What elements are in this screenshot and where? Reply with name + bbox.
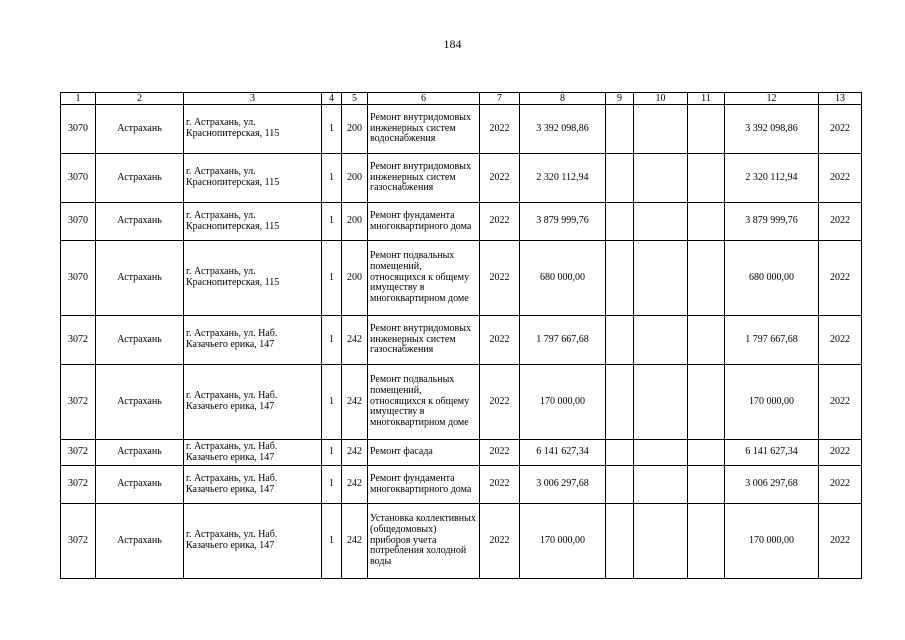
work-type-cell: Ремонт внутридомовых инженерных систем газоснабжения <box>368 154 480 203</box>
col10-cell <box>634 440 688 466</box>
col11-cell <box>688 203 725 241</box>
municipality-cell: Астрахань <box>96 105 184 154</box>
col5-cell: 200 <box>342 105 368 154</box>
col4-cell: 1 <box>322 365 342 440</box>
address-cell: г. Астрахань, ул. Наб. Казачьего ерика, 147 <box>184 365 322 440</box>
header-cell-10: 10 <box>634 93 688 105</box>
col4-cell: 1 <box>322 504 342 579</box>
column-number-header-row <box>61 93 862 105</box>
col10-cell <box>634 241 688 316</box>
address-cell: г. Астрахань, ул. Наб. Казачьего ерика, 147 <box>184 440 322 466</box>
header-cell-8: 8 <box>520 93 606 105</box>
col9-cell <box>606 241 634 316</box>
total-cost-cell: 680 000,00 <box>520 241 606 316</box>
header-cell-2: 2 <box>96 93 184 105</box>
table-row <box>61 154 862 203</box>
col4-cell: 1 <box>322 203 342 241</box>
end-year-cell: 2022 <box>819 154 862 203</box>
work-type-cell: Ремонт подвальных помещений, относящихся к общему имуществу в многоквартирном доме <box>368 241 480 316</box>
table-row <box>61 365 862 440</box>
cost-cell: 1 797 667,68 <box>725 316 819 365</box>
col9-cell <box>606 504 634 579</box>
record-id-cell: 3070 <box>61 154 96 203</box>
municipality-cell: Астрахань <box>96 440 184 466</box>
col10-cell <box>634 316 688 365</box>
address-cell: г. Астрахань, ул. Наб. Казачьего ерика, 147 <box>184 466 322 504</box>
year-cell: 2022 <box>480 504 520 579</box>
cost-cell: 2 320 112,94 <box>725 154 819 203</box>
work-type-cell: Установка коллективных (общедомовых) приборов учета потребления холодной воды <box>368 504 480 579</box>
col5-cell: 242 <box>342 440 368 466</box>
record-id-cell: 3070 <box>61 105 96 154</box>
address-cell: г. Астрахань, ул. Наб. Казачьего ерика, 147 <box>184 316 322 365</box>
year-cell: 2022 <box>480 466 520 504</box>
col10-cell <box>634 504 688 579</box>
record-id-cell: 3070 <box>61 203 96 241</box>
col9-cell <box>606 365 634 440</box>
municipality-cell: Астрахань <box>96 365 184 440</box>
year-cell: 2022 <box>480 203 520 241</box>
address-cell: г. Астрахань, ул. Краснопитерская, 115 <box>184 241 322 316</box>
col11-cell <box>688 154 725 203</box>
col5-cell: 200 <box>342 241 368 316</box>
end-year-cell: 2022 <box>819 365 862 440</box>
col5-cell: 242 <box>342 504 368 579</box>
header-cell-1: 1 <box>61 93 96 105</box>
address-cell: г. Астрахань, ул. Краснопитерская, 115 <box>184 154 322 203</box>
col4-cell: 1 <box>322 154 342 203</box>
municipality-cell: Астрахань <box>96 241 184 316</box>
total-cost-cell: 3 006 297,68 <box>520 466 606 504</box>
end-year-cell: 2022 <box>819 316 862 365</box>
col11-cell <box>688 316 725 365</box>
address-cell: г. Астрахань, ул. Наб. Казачьего ерика, 147 <box>184 504 322 579</box>
col11-cell <box>688 504 725 579</box>
table-row <box>61 105 862 154</box>
cost-cell: 680 000,00 <box>725 241 819 316</box>
table-row <box>61 466 862 504</box>
year-cell: 2022 <box>480 316 520 365</box>
cost-cell: 3 879 999,76 <box>725 203 819 241</box>
total-cost-cell: 2 320 112,94 <box>520 154 606 203</box>
year-cell: 2022 <box>480 105 520 154</box>
table-row <box>61 241 862 316</box>
header-cell-4: 4 <box>322 93 342 105</box>
header-cell-12: 12 <box>725 93 819 105</box>
col5-cell: 200 <box>342 203 368 241</box>
end-year-cell: 2022 <box>819 466 862 504</box>
table-row <box>61 316 862 365</box>
table-row <box>61 440 862 466</box>
municipality-cell: Астрахань <box>96 316 184 365</box>
col9-cell <box>606 466 634 504</box>
cost-cell: 6 141 627,34 <box>725 440 819 466</box>
col4-cell: 1 <box>322 316 342 365</box>
record-id-cell: 3072 <box>61 365 96 440</box>
col4-cell: 1 <box>322 466 342 504</box>
work-type-cell: Ремонт подвальных помещений, относящихся к общему имуществу в многоквартирном доме <box>368 365 480 440</box>
year-cell: 2022 <box>480 440 520 466</box>
col11-cell <box>688 365 725 440</box>
col5-cell: 242 <box>342 365 368 440</box>
col10-cell <box>634 466 688 504</box>
header-cell-13: 13 <box>819 93 862 105</box>
header-cell-11: 11 <box>688 93 725 105</box>
work-type-cell: Ремонт фундамента многоквартирного дома <box>368 203 480 241</box>
end-year-cell: 2022 <box>819 504 862 579</box>
table-row <box>61 504 862 579</box>
table-row <box>61 203 862 241</box>
col9-cell <box>606 440 634 466</box>
year-cell: 2022 <box>480 365 520 440</box>
col10-cell <box>634 154 688 203</box>
municipality-cell: Астрахань <box>96 203 184 241</box>
total-cost-cell: 170 000,00 <box>520 365 606 440</box>
header-cell-6: 6 <box>368 93 480 105</box>
total-cost-cell: 1 797 667,68 <box>520 316 606 365</box>
end-year-cell: 2022 <box>819 105 862 154</box>
cost-cell: 170 000,00 <box>725 365 819 440</box>
year-cell: 2022 <box>480 154 520 203</box>
end-year-cell: 2022 <box>819 203 862 241</box>
end-year-cell: 2022 <box>819 440 862 466</box>
page-number: 184 <box>443 37 462 51</box>
col9-cell <box>606 203 634 241</box>
col5-cell: 200 <box>342 154 368 203</box>
total-cost-cell: 170 000,00 <box>520 504 606 579</box>
col4-cell: 1 <box>322 105 342 154</box>
col10-cell <box>634 105 688 154</box>
record-id-cell: 3072 <box>61 440 96 466</box>
year-cell: 2022 <box>480 241 520 316</box>
record-id-cell: 3072 <box>61 316 96 365</box>
header-cell-3: 3 <box>184 93 322 105</box>
record-id-cell: 3072 <box>61 466 96 504</box>
col10-cell <box>634 203 688 241</box>
header-cell-7: 7 <box>480 93 520 105</box>
table-body <box>61 93 862 579</box>
total-cost-cell: 6 141 627,34 <box>520 440 606 466</box>
col5-cell: 242 <box>342 316 368 365</box>
col9-cell <box>606 154 634 203</box>
address-cell: г. Астрахань, ул. Краснопитерская, 115 <box>184 105 322 154</box>
total-cost-cell: 3 392 098,86 <box>520 105 606 154</box>
header-cell-5: 5 <box>342 93 368 105</box>
col5-cell: 242 <box>342 466 368 504</box>
record-id-cell: 3072 <box>61 504 96 579</box>
col4-cell: 1 <box>322 440 342 466</box>
register-table <box>60 92 862 579</box>
col9-cell <box>606 105 634 154</box>
cost-cell: 170 000,00 <box>725 504 819 579</box>
col9-cell <box>606 316 634 365</box>
record-id-cell: 3070 <box>61 241 96 316</box>
header-cell-9: 9 <box>606 93 634 105</box>
col4-cell: 1 <box>322 241 342 316</box>
work-type-cell: Ремонт внутридомовых инженерных систем водоснабжения <box>368 105 480 154</box>
municipality-cell: Астрахань <box>96 466 184 504</box>
work-type-cell: Ремонт фундамента многоквартирного дома <box>368 466 480 504</box>
col11-cell <box>688 241 725 316</box>
address-cell: г. Астрахань, ул. Краснопитерская, 115 <box>184 203 322 241</box>
col11-cell <box>688 466 725 504</box>
municipality-cell: Астрахань <box>96 504 184 579</box>
end-year-cell: 2022 <box>819 241 862 316</box>
col10-cell <box>634 365 688 440</box>
work-type-cell: Ремонт фасада <box>368 440 480 466</box>
cost-cell: 3 006 297,68 <box>725 466 819 504</box>
total-cost-cell: 3 879 999,76 <box>520 203 606 241</box>
cost-cell: 3 392 098,86 <box>725 105 819 154</box>
col11-cell <box>688 440 725 466</box>
work-type-cell: Ремонт внутридомовых инженерных систем газоснабжения <box>368 316 480 365</box>
municipality-cell: Астрахань <box>96 154 184 203</box>
col11-cell <box>688 105 725 154</box>
